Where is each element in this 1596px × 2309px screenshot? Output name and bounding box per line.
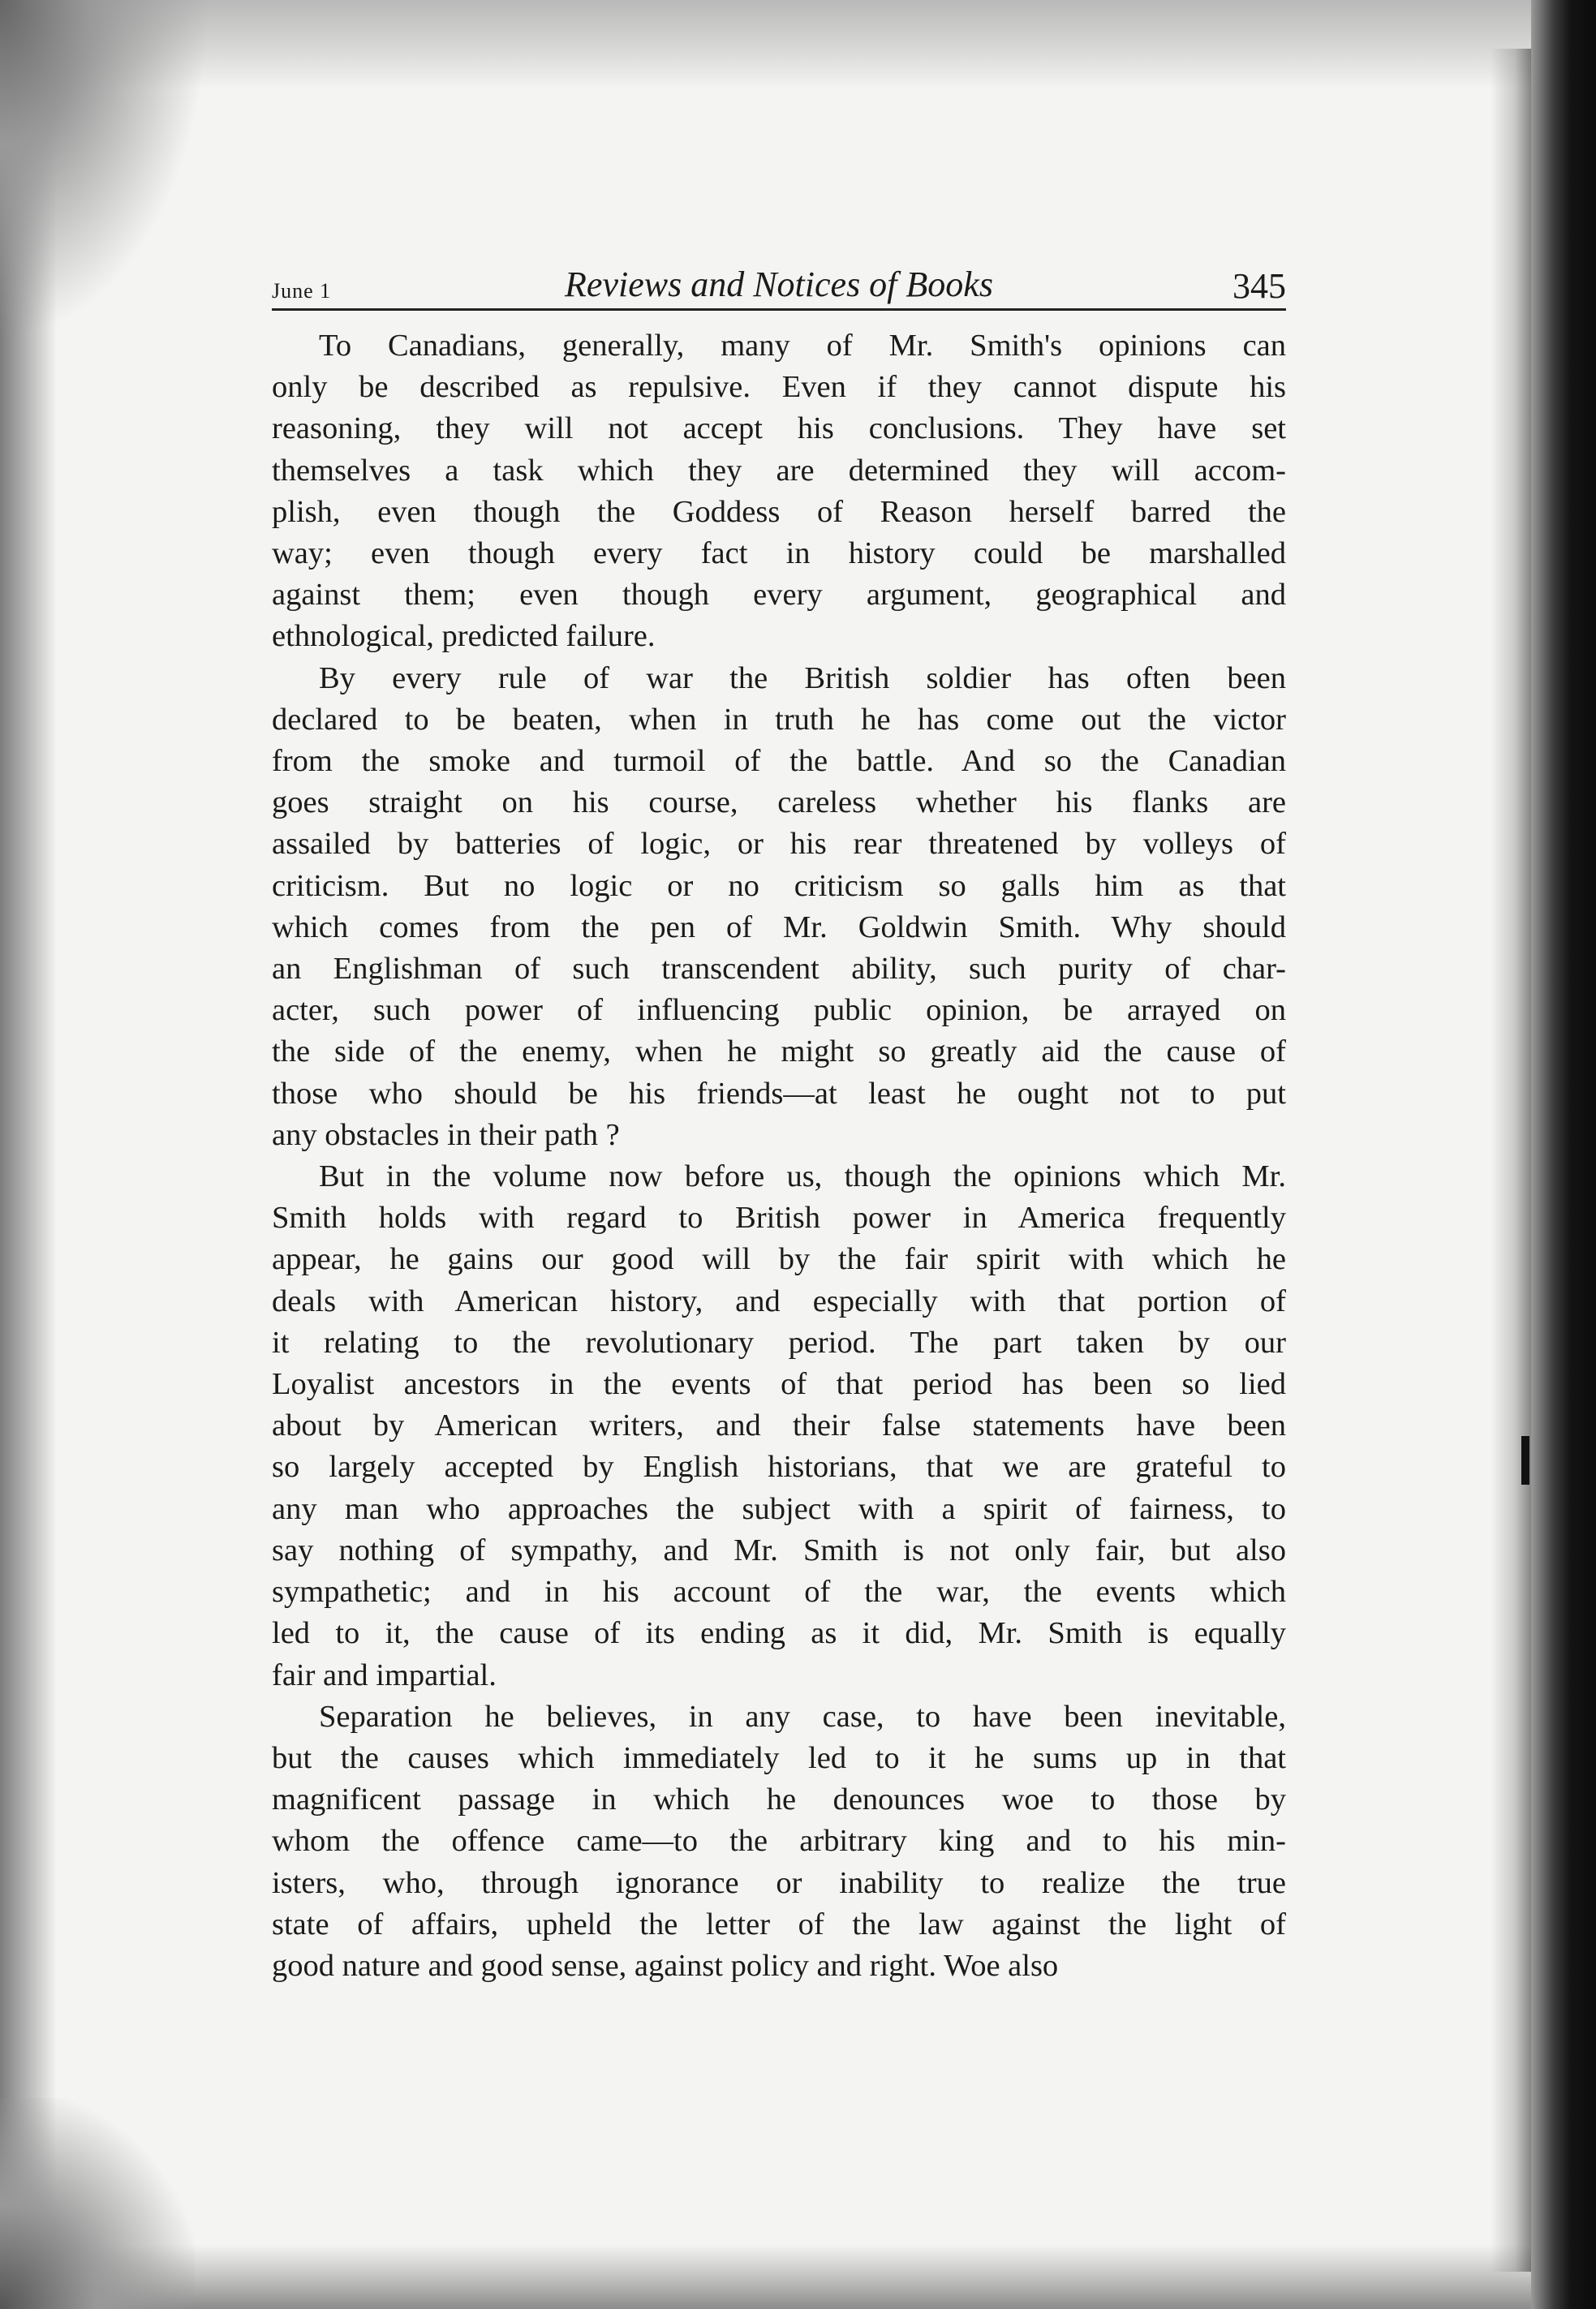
body-text: [272, 325, 1286, 1987]
text-line: Loyalist ancestors in the events of that period has been so lied: [272, 1367, 1286, 1402]
header-title: Reviews and Notices of Books: [565, 264, 993, 304]
text-line: whom the offence came—to the arbitrary king and to his min-: [272, 1824, 1286, 1859]
scan-corner-smudge-top: [0, 0, 211, 341]
text-line: Separation he believes, in any case, to have been inevitable,: [319, 1699, 1286, 1734]
text-line: declared to be beaten, when in truth he has come out the victor: [272, 702, 1286, 737]
text-line: themselves a task which they are determined they will accom-: [272, 453, 1286, 488]
text-line: an Englishman of such transcendent ability, such purity of char-: [272, 952, 1286, 987]
text-line: isters, who, through ignorance or inability to realize the true: [272, 1865, 1286, 1900]
text-line: appear, he gains our good will by the fair spirit with which he: [272, 1242, 1286, 1277]
text-line: which comes from the pen of Mr. Goldwin Smith. Why should: [272, 909, 1286, 944]
scan-corner-smudge-bottom: [0, 2098, 195, 2309]
text-line: assailed by batteries of logic, or his rear threatened by volleys of: [272, 827, 1286, 862]
paragraph: [272, 1156, 1286, 1696]
text-line: acter, such power of influencing public opinion, be arrayed on: [272, 993, 1286, 1028]
text-line: But in the volume now before us, though the opinions which Mr.: [319, 1159, 1286, 1194]
text-line: against them; even though every argument, geographical and: [272, 578, 1286, 613]
text-line: only be described as repulsive. Even if they cannot dispute his: [272, 370, 1286, 405]
text-line: but the causes which immediately led to it he sums up in that: [272, 1740, 1286, 1775]
paragraph: [272, 325, 1286, 658]
text-line: magnificent passage in which he denounces woe to those by: [272, 1782, 1286, 1817]
text-line: it relating to the revolutionary period. The part taken by our: [272, 1325, 1286, 1360]
text-line: good nature and good sense, against policy and right. Woe also: [272, 1948, 1059, 1983]
text-line: state of affairs, upheld the letter of the law against the light of: [272, 1907, 1286, 1941]
text-line: those who should be his friends—at least he ought not to put: [272, 1076, 1286, 1111]
text-line: criticism. But no logic or no criticism so galls him as that: [272, 868, 1286, 903]
text-line: about by American writers, and their false statements have been: [272, 1408, 1286, 1443]
text-line: any man who approaches the subject with a spirit of fairness, to: [272, 1491, 1286, 1526]
text-line: Smith holds with regard to British power in America frequently: [272, 1201, 1286, 1236]
text-line: the side of the enemy, when he might so greatly aid the cause of: [272, 1034, 1286, 1069]
running-head: [272, 258, 1286, 311]
text-line: fair and impartial.: [272, 1658, 497, 1692]
page-edge-mark: [1521, 1436, 1529, 1485]
text-line: way; even though every fact in history could be marshalled: [272, 536, 1286, 571]
scan-right-edge: [1531, 0, 1596, 2309]
text-line: plish, even though the Goddess of Reason herself barred the: [272, 494, 1286, 529]
text-line: To Canadians, generally, many of Mr. Smith's opinions can: [319, 329, 1286, 363]
page-number: 345: [1232, 266, 1286, 306]
text-line: any obstacles in their path ?: [272, 1117, 620, 1152]
paragraph: [272, 1696, 1286, 1987]
scan-left-shadow: [0, 0, 57, 2309]
paragraph: [272, 658, 1286, 1156]
scan-binding-shadow: [1491, 49, 1531, 2272]
text-line: led to it, the cause of its ending as it did, Mr. Smith is equally: [272, 1616, 1286, 1651]
text-line: goes straight on his course, careless whether his flanks are: [272, 785, 1286, 820]
scan-bottom-shadow: [0, 2244, 1596, 2309]
text-line: By every rule of war the British soldier has often been: [319, 660, 1286, 695]
scan-top-shadow: [0, 0, 1596, 89]
text-line: sympathetic; and in his account of the war, the events which: [272, 1575, 1286, 1610]
text-line: from the smoke and turmoil of the battle. And so the Canadian: [272, 744, 1286, 779]
book-page: [272, 258, 1286, 1987]
text-line: reasoning, they will not accept his conclusions. They have set: [272, 411, 1286, 446]
text-line: say nothing of sympathy, and Mr. Smith is not only fair, but also: [272, 1533, 1286, 1567]
text-line: ethnological, predicted failure.: [272, 619, 656, 654]
text-line: deals with American history, and especially with that portion of: [272, 1283, 1286, 1318]
header-date: June 1: [272, 279, 332, 303]
text-line: so largely accepted by English historians, that we are grateful to: [272, 1450, 1286, 1485]
